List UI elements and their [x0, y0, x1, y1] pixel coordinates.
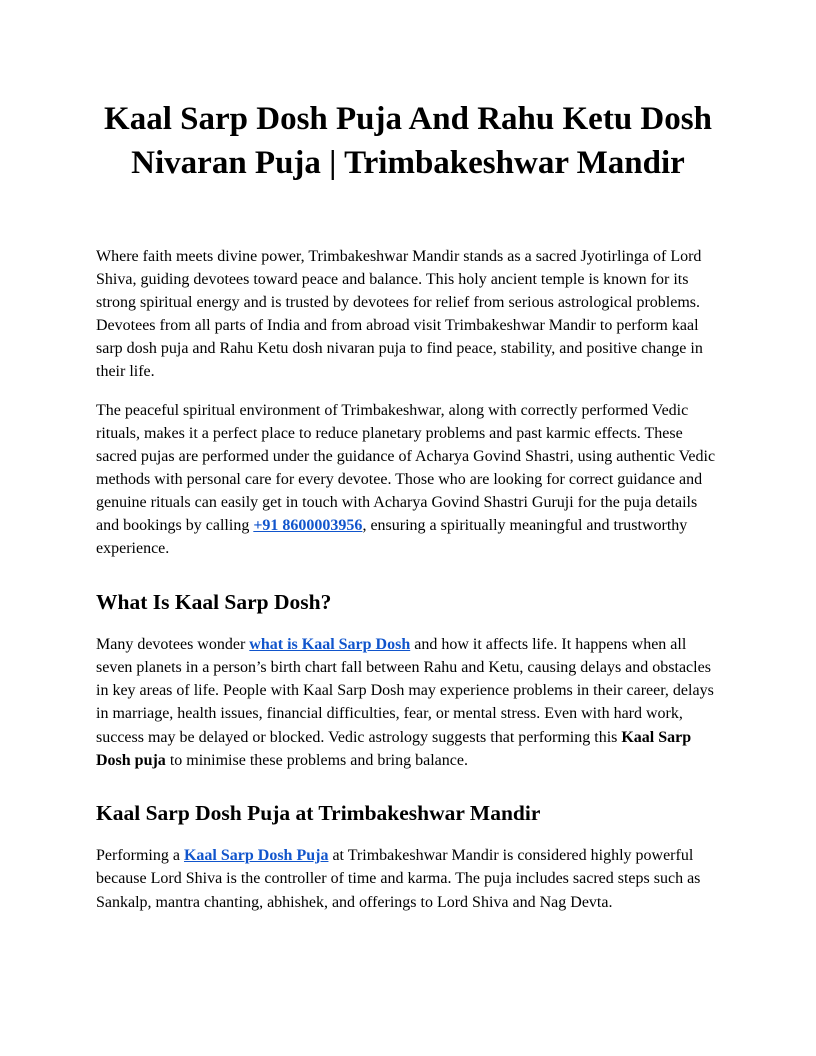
text-run: at Trimbakeshwar Mandir is considered highly powerful because Lord Shiva is the controller of time and karma. The puja includes sacred steps such as Sankalp, mantra chanting, abhishek, and offerings to Lord Shiva and Nag Devta.: [96, 847, 701, 911]
heading-what-is-kaal-sarp-dosh: What Is Kaal Sarp Dosh?: [96, 589, 332, 614]
environment-paragraph: [96, 399, 720, 560]
document-title: [96, 98, 720, 185]
puja-paragraph: [96, 844, 720, 913]
kaal-sarp-dosh-puja-link[interactable]: Kaal Sarp Dosh Puja: [183, 847, 329, 865]
title-line-2: Nivaran Puja | Trimbakeshwar Mandir: [131, 144, 685, 181]
text-run: Performing a: [96, 847, 184, 865]
text-run: Where faith meets divine power, Trimbakeshwar Mandir stands as a sacred Jyotirlinga of Lord Shiva, guiding devotees toward peace and balance. This holy ancient temple is known for its strong spiritual energy and is trusted by devotees for relief from serious astrological problems. Devotees from all parts of India and from abroad visit Trimbakeshwar Mandir to perform kaal sarp dosh puja and Rahu Ketu dosh nivaran puja to find peace, stability, and positive change in their life.: [96, 248, 703, 381]
text-run: and how it affects life. It happens when all seven planets in a person’s birth chart fall between Rahu and Ketu, causing delays and obstacles in key areas of life. People with Kaal Sarp Dosh may experience problems in their career, delays in marriage, health issues, financial difficulties, fear, or mental stress. Even with hard work, success may be delayed or blocked. Vedic astrology suggests that performing this: [96, 636, 714, 746]
phone-link[interactable]: +91 8600003956: [253, 517, 363, 535]
heading-puja-at-trimbakeshwar: Kaal Sarp Dosh Puja at Trimbakeshwar Mandir: [96, 800, 541, 825]
what-is-kaal-sarp-dosh-link[interactable]: what is Kaal Sarp Dosh: [249, 636, 411, 654]
text-run: to minimise these problems and bring balance.: [165, 751, 468, 769]
title-line-1: Kaal Sarp Dosh Puja And Rahu Ketu Dosh: [104, 101, 712, 137]
intro-paragraph: [96, 245, 720, 383]
text-run: Many devotees wonder: [96, 636, 250, 654]
text-run: The peaceful spiritual environment of Trimbakeshwar, along with correctly performed Vedic rituals, makes it a perfect place to reduce planetary problems and past karmic effects. These sacred pujas are performed under the guidance of Acharya Govind Shastri, using authentic Vedic methods with personal care for every devotee. Those who are looking for correct guidance and genuine rituals can easily get in touch with Acharya Govind Shastri Guruji for the puja details and bookings by calling: [96, 402, 716, 535]
text-run: , ensuring a spiritually meaningful and trustworthy experience.: [96, 517, 688, 558]
bold-text: Kaal Sarp Dosh puja: [96, 728, 692, 769]
what-is-paragraph: [96, 633, 720, 771]
document-body: [96, 245, 720, 913]
